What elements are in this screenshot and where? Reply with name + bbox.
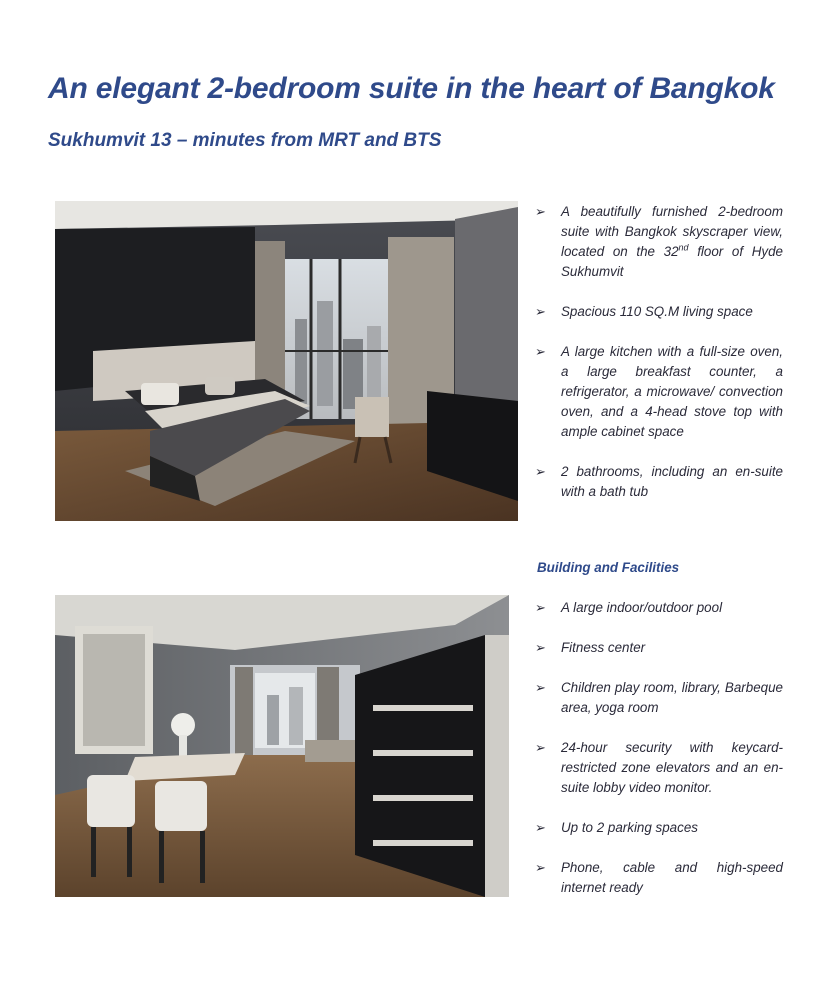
arrow-bullet-icon: ➢	[535, 820, 546, 835]
arrow-bullet-icon: ➢	[535, 860, 546, 875]
arrow-bullet-icon: ➢	[535, 304, 546, 319]
arrow-bullet-icon: ➢	[535, 464, 546, 479]
suite-features-list	[535, 202, 783, 502]
facilities-heading: Building and Facilities	[537, 560, 680, 575]
list-item: ➢ A beautifully furnished 2-bedroom suite with Bangkok skyscraper view, located on the 32nd floor of Hyde Sukhumvit	[535, 204, 783, 279]
page-title: An elegant 2-bedroom suite in the heart of Bangkok	[48, 72, 775, 105]
arrow-bullet-icon: ➢	[535, 680, 546, 695]
list-item: ➢ Children play room, library, Barbeque area, yoga room	[535, 680, 783, 715]
bedroom-photo	[55, 201, 518, 521]
arrow-bullet-icon: ➢	[535, 640, 546, 655]
list-item: ➢ Spacious 110 SQ.M living space	[535, 302, 783, 322]
list-item: ➢ 2 bathrooms, including an en-suite with a bath tub	[535, 464, 783, 499]
list-item: ➢ Fitness center	[535, 638, 783, 658]
arrow-bullet-icon: ➢	[535, 204, 546, 219]
arrow-bullet-icon: ➢	[535, 600, 546, 615]
list-item: ➢ A large indoor/outdoor pool	[535, 598, 783, 618]
arrow-bullet-icon: ➢	[535, 344, 546, 359]
list-item: ➢ 24-hour security with keycard-restricted zone elevators and an en-suite lobby video monitor.	[535, 740, 783, 795]
page-subtitle: Sukhumvit 13 – minutes from MRT and BTS	[48, 130, 442, 151]
facilities-list	[535, 598, 783, 898]
arrow-bullet-icon: ➢	[535, 740, 546, 755]
list-item: ➢ A large kitchen with a full-size oven, a large breakfast counter, a refrigerator, a microwave/ convection oven, and a 4-head stove top with ample cabinet space	[535, 344, 783, 439]
list-item: ➢ Phone, cable and high-speed internet ready	[535, 860, 783, 895]
list-item: ➢ Up to 2 parking spaces	[535, 818, 783, 838]
living-dining-photo	[55, 595, 509, 897]
